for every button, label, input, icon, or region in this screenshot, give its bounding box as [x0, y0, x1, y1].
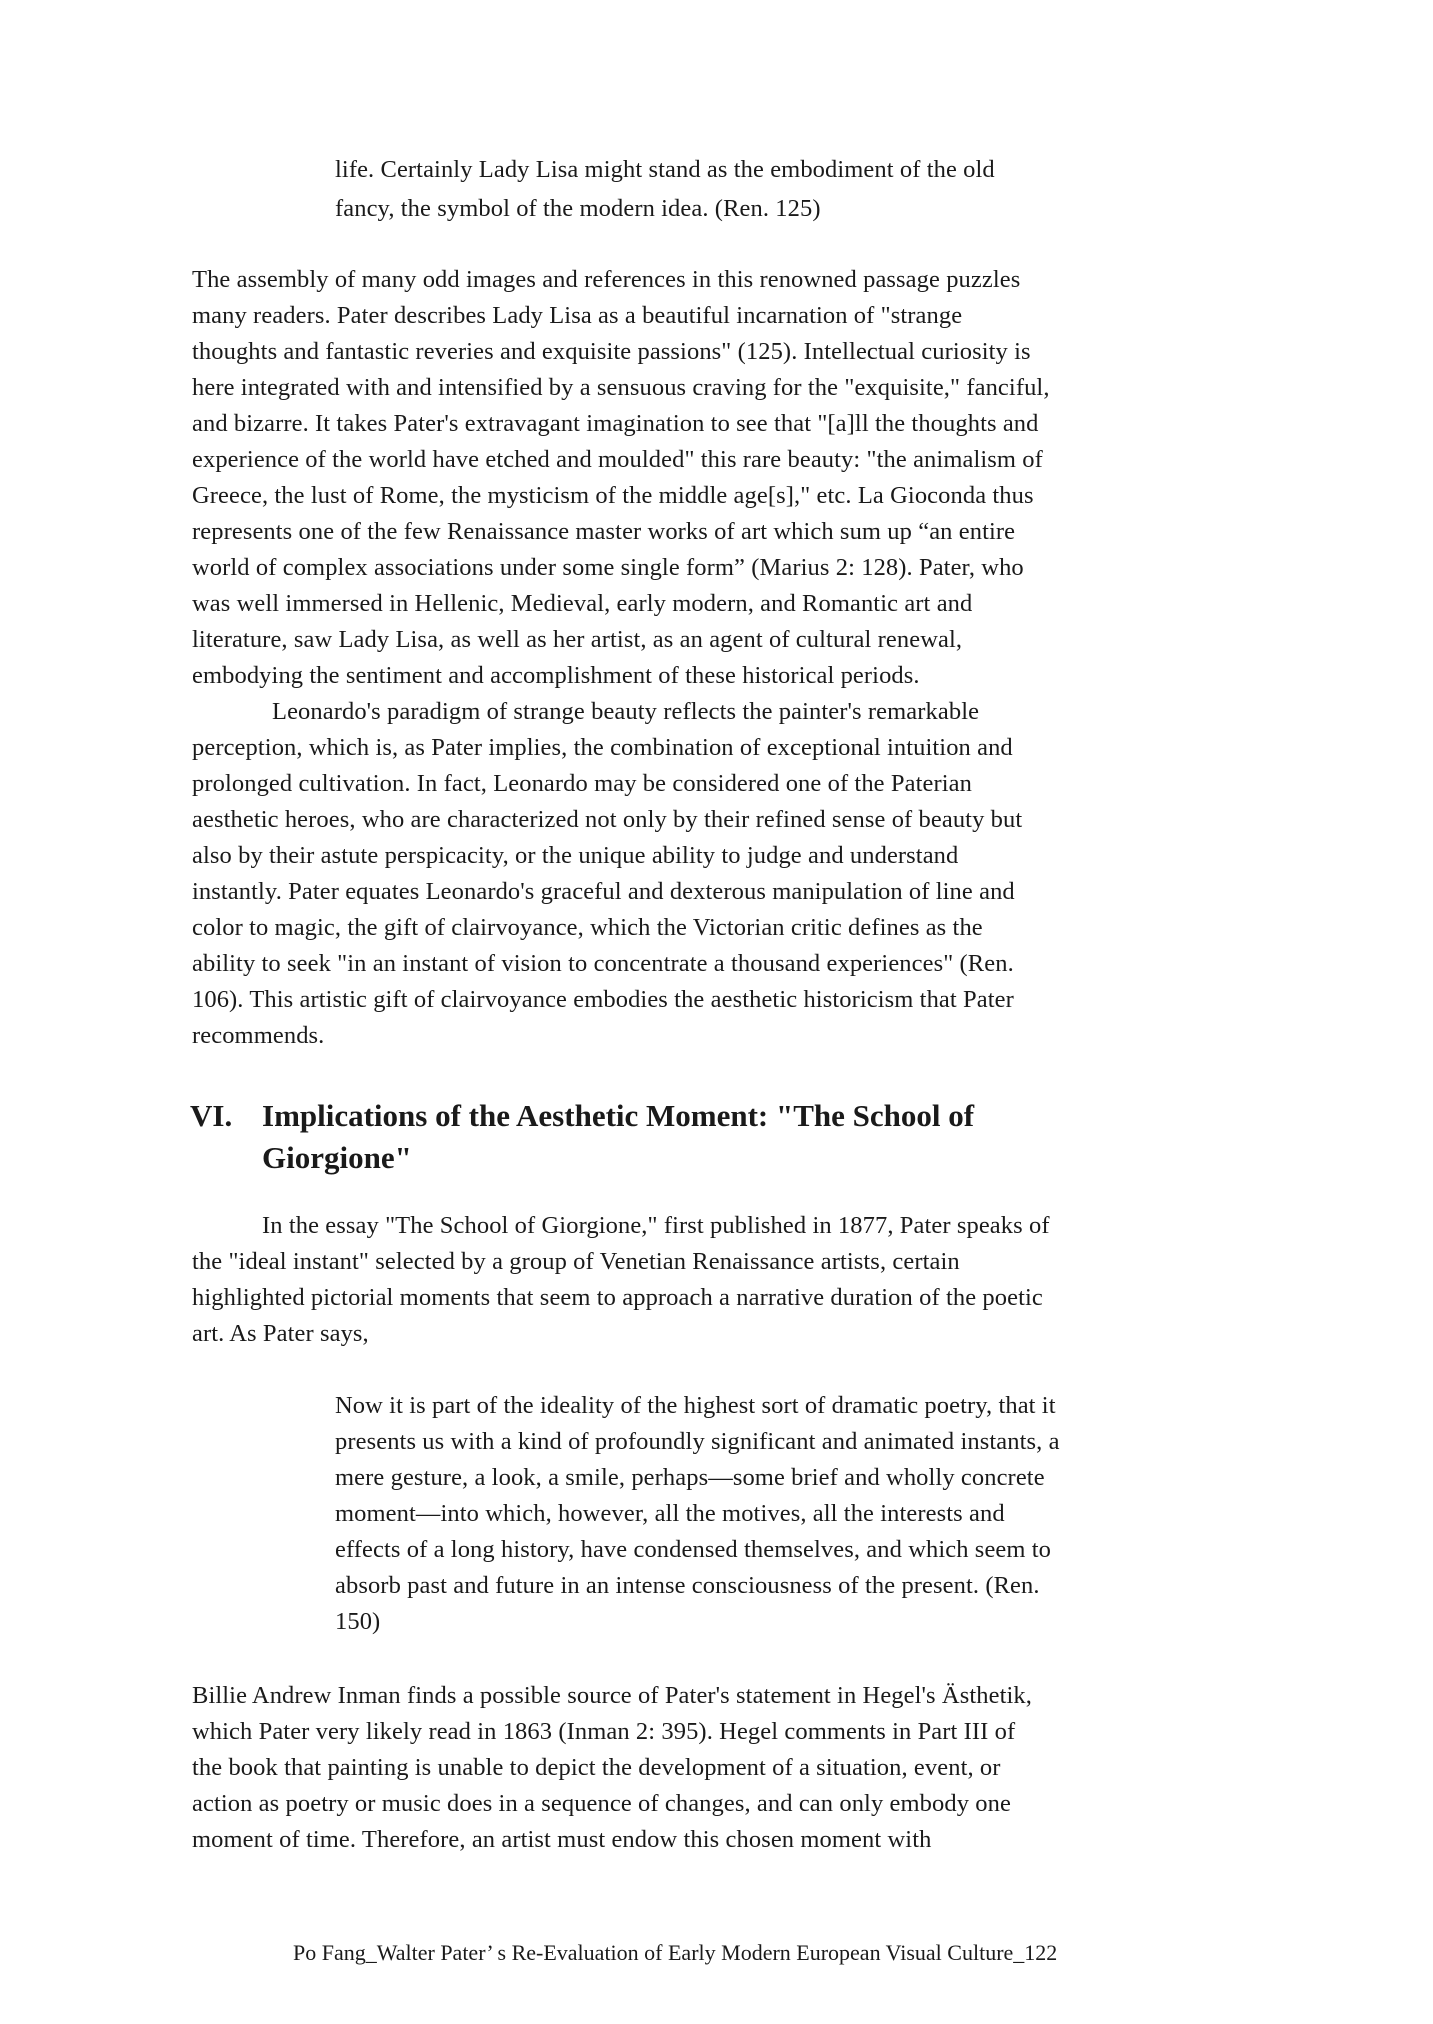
text-line: effects of a long history, have condensed themselves, and which seem to	[335, 1536, 1052, 1563]
page-footer: Po Fang_Walter Pater’ s Re-Evaluation of Early Modern European Visual Culture_122	[293, 1940, 1058, 1965]
text-line: perception, which is, as Pater implies, the combination of exceptional intuition and	[192, 734, 1013, 761]
text-line: the "ideal instant" selected by a group of Venetian Renaissance artists, certain	[192, 1248, 960, 1275]
text-line: presents us with a kind of profoundly significant and animated instants, a	[335, 1428, 1060, 1455]
text-line: highlighted pictorial moments that seem to approach a narrative duration of the poetic	[192, 1284, 1043, 1311]
text-line: art. As Pater says,	[192, 1320, 369, 1347]
text-line: ability to seek "in an instant of vision to concentrate a thousand experiences" (Ren.	[192, 950, 1014, 977]
text-line: Billie Andrew Inman finds a possible source of Pater's statement in Hegel's Ästhetik,	[192, 1682, 1032, 1709]
text-line: color to magic, the gift of clairvoyance, which the Victorian critic defines as the	[192, 914, 983, 941]
text-line: aesthetic heroes, who are characterized not only by their refined sense of beauty but	[192, 806, 1023, 833]
text-line: prolonged cultivation. In fact, Leonardo may be considered one of the Paterian	[192, 770, 972, 797]
text-line: thoughts and fantastic reveries and exquisite passions" (125). Intellectual curiosity is	[192, 338, 1031, 365]
text-line: which Pater very likely read in 1863 (Inman 2: 395). Hegel comments in Part III of	[192, 1718, 1016, 1745]
text-line: mere gesture, a look, a smile, perhaps—some brief and wholly concrete	[335, 1464, 1045, 1491]
text-line: embodying the sentiment and accomplishment of these historical periods.	[192, 662, 920, 689]
section-number: VI.	[190, 1098, 233, 1133]
text-line: the book that painting is unable to depict the development of a situation, event, or	[192, 1754, 1001, 1781]
text-line: and bizarre. It takes Pater's extravagant imagination to see that "[a]ll the thoughts and	[192, 410, 1039, 437]
text-line: 150)	[335, 1608, 381, 1635]
text-line: here integrated with and intensified by a sensuous craving for the "exquisite," fanciful,	[192, 374, 1050, 401]
text-line: experience of the world have etched and moulded" this rare beauty: "the animalism of	[192, 446, 1043, 473]
text-line: The assembly of many odd images and references in this renowned passage puzzles	[192, 266, 1021, 293]
text-line: Leonardo's paradigm of strange beauty reflects the painter's remarkable	[272, 698, 980, 725]
text-line: moment—into which, however, all the motives, all the interests and	[335, 1500, 1005, 1527]
text-line: In the essay "The School of Giorgione," first published in 1877, Pater speaks of	[262, 1212, 1050, 1239]
text-line: life. Certainly Lady Lisa might stand as the embodiment of the old	[335, 156, 995, 183]
text-line: represents one of the few Renaissance master works of art which sum up “an entire	[192, 518, 1016, 545]
text-line: moment of time. Therefore, an artist must endow this chosen moment with	[192, 1826, 932, 1853]
text-line: Greece, the lust of Rome, the mysticism of the middle age[s]," etc. La Gioconda thus	[192, 482, 1034, 509]
text-line: 106). This artistic gift of clairvoyance embodies the aesthetic historicism that Pater	[192, 986, 1014, 1013]
section-title-line: Implications of the Aesthetic Moment: "The School of	[262, 1098, 975, 1133]
text-line: action as poetry or music does in a sequence of changes, and can only embody one	[192, 1790, 1011, 1817]
section-title-line: Giorgione"	[262, 1140, 412, 1175]
text-line: Now it is part of the ideality of the highest sort of dramatic poetry, that it	[335, 1392, 1056, 1419]
text-line: many readers. Pater describes Lady Lisa as a beautiful incarnation of "strange	[192, 302, 963, 329]
text-line: recommends.	[192, 1022, 325, 1049]
text-line: literature, saw Lady Lisa, as well as her artist, as an agent of cultural renewal,	[192, 626, 963, 653]
text-line: absorb past and future in an intense consciousness of the present. (Ren.	[335, 1572, 1040, 1599]
text-line: also by their astute perspicacity, or the unique ability to judge and understand	[192, 842, 959, 869]
text-line: instantly. Pater equates Leonardo's graceful and dexterous manipulation of line and	[192, 878, 1015, 905]
text-line: fancy, the symbol of the modern idea. (Ren. 125)	[335, 195, 821, 222]
text-line: was well immersed in Hellenic, Medieval, early modern, and Romantic art and	[192, 590, 973, 617]
text-line: world of complex associations under some single form” (Marius 2: 128). Pater, who	[192, 554, 1024, 581]
